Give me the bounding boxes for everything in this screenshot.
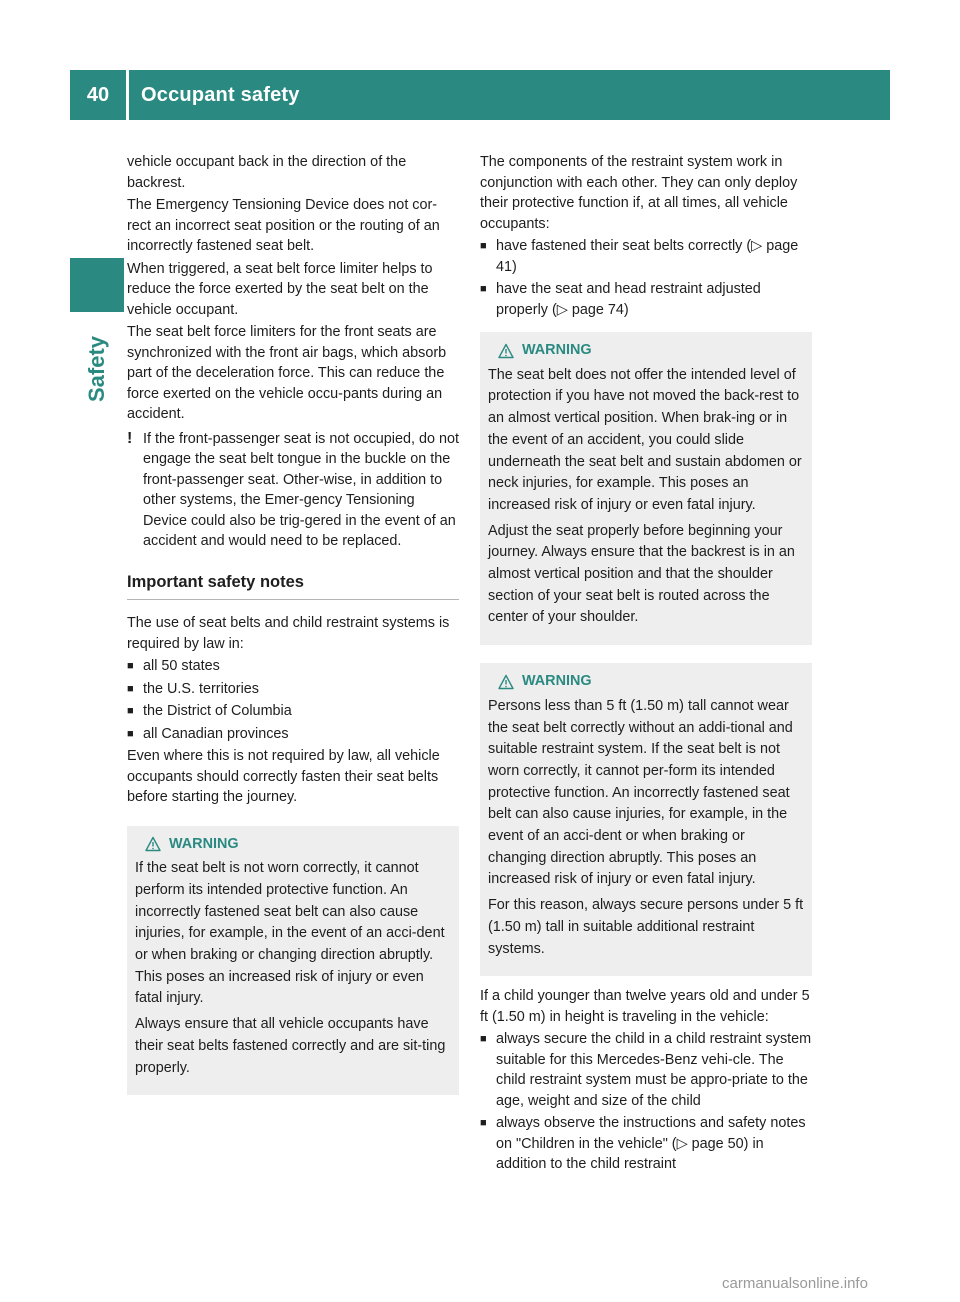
paragraph: The seat belt force limiters for the front seats are synchronized with the front air bags, which absorb part of the deceleration force. This can reduce the force exerted on the vehicle occu-pants during an accident. (127, 324, 447, 422)
paragraph: Even where this is not required by law, all vehicle occupants should correctly fasten their seat belts before starting the journey. (127, 748, 440, 805)
header-divider (126, 70, 129, 120)
watermark: carmanualsonline.info (722, 1275, 868, 1292)
paragraph: The Emergency Tensioning Device does not cor-rect an incorrect seat position or the routing of an incorrectly fastened seat belt. (127, 197, 440, 254)
warning-text: Always ensure that all vehicle occupants have their seat belts fastened correctly and are sit-ting properly. (135, 1016, 446, 1076)
bullet-icon: ■ (480, 1117, 487, 1130)
bullet-icon: ■ (127, 682, 134, 695)
side-tab-label: Safety (84, 335, 109, 402)
right-column (480, 152, 812, 1177)
bullet-icon: ■ (127, 727, 134, 740)
warning-title: WARNING (169, 835, 239, 852)
warning-triangle-icon (498, 343, 514, 359)
warning-triangle-icon (498, 674, 514, 690)
list-item: ■ always secure the child in a child restraint system suitable for this Mercedes-Benz vehi-cle. The child restraint system must be appro-priate to the age, weight and size of the child (480, 1029, 812, 1111)
section-heading: Important safety notes (127, 572, 459, 601)
bullet-icon: ■ (480, 1033, 487, 1046)
list-item: ■ have the seat and head restraint adjusted properly (▷ page 74) (480, 279, 812, 320)
warning-box (127, 826, 459, 1096)
side-tab-label-wrap (70, 322, 124, 402)
note (127, 429, 459, 552)
list-item: ■ always observe the instructions and safety notes on "Children in the vehicle" (▷ page 50) in addition to the child restraint (480, 1113, 812, 1175)
paragraph: If a child younger than twelve years old and under 5 ft (1.50 m) in height is traveling in the vehicle: (480, 988, 810, 1025)
paragraph: The use of seat belts and child restraint systems is required by law in: (127, 615, 450, 652)
note-text: If the front-passenger seat is not occupied, do not engage the seat belt tongue in the buckle on the front-passenger seat. Other-wise, in addition to other systems, the Emer-gency Tensioning Device could also be trig-gered in the event of an accident and would need to be replaced. (143, 430, 459, 549)
warning-text: Adjust the seat properly before beginning your journey. Always ensure that the backrest is in an almost vertical position and that the shoulder section of your seat belt is routed across the center of your shoulder. (488, 522, 795, 626)
section-title: Occupant safety (141, 84, 300, 106)
paragraph: vehicle occupant back in the direction of the backrest. (127, 154, 407, 191)
left-column (127, 152, 459, 1095)
warning-text: Persons less than 5 ft (1.50 m) tall cannot wear the seat belt correctly without an addi-tional and suitable restraint system. If the seat belt is not worn correctly, it cannot per-form its intended protective function. An incorrectly fastened seat belt can also cause injuries, for example, in the event of an acci-dent or when braking or changing direction abruptly. This poses an increased risk of injury or even fatal injury. (488, 697, 793, 888)
warning-title: WARNING (522, 673, 592, 690)
side-tab (70, 258, 124, 312)
list-item: ■ all 50 states (127, 656, 459, 677)
warning-text: For this reason, always secure persons under 5 ft (1.50 m) tall in suitable additional restraint systems. (488, 897, 804, 957)
warning-triangle-icon (145, 836, 161, 852)
warning-header (145, 834, 451, 856)
paragraph: When triggered, a seat belt force limiter helps to reduce the force exerted by the seat belt on the vehicle occupant. (127, 260, 433, 318)
warning-text: If the seat belt is not worn correctly, it cannot perform its intended protective function. An incorrectly fastened seat belt can also cause injuries, for example, in the event of an acci-dent or when braking or changing direction abruptly. This poses an increased risk of injury or even fatal injury. (135, 860, 445, 1007)
warning-text: The seat belt does not offer the intended level of protection if you have not moved the back-rest to an almost vertical position. When brak-ing or in the event of an accident, you could slide underneath the seat belt and sustain abdomen or neck injuries, for example. This poses an increased risk of injury or even fatal injury. (488, 366, 802, 513)
warning-title: WARNING (522, 342, 592, 358)
bullet-icon: ■ (480, 283, 487, 295)
warning-box (480, 663, 812, 976)
bullet-icon: ■ (480, 240, 487, 252)
list-item: ■ have fastened their seat belts correctly (▷ page 41) (480, 236, 812, 277)
warning-box (480, 332, 812, 645)
page-number: 40 (86, 84, 110, 106)
bullet-icon: ■ (127, 660, 134, 672)
paragraph: The components of the restraint system work in conjunction with each other. They can only deploy their protective function if, at all times, all vehicle occupants: (480, 154, 798, 232)
warning-header (498, 671, 804, 693)
list-item: ■ the U.S. territories (127, 679, 459, 700)
warning-header (498, 340, 804, 362)
list-item: ■ the District of Columbia (127, 701, 459, 722)
bullet-icon: ■ (127, 705, 134, 717)
list-item: ■ all Canadian provinces (127, 724, 459, 745)
exclamation-icon: ! (127, 429, 133, 447)
